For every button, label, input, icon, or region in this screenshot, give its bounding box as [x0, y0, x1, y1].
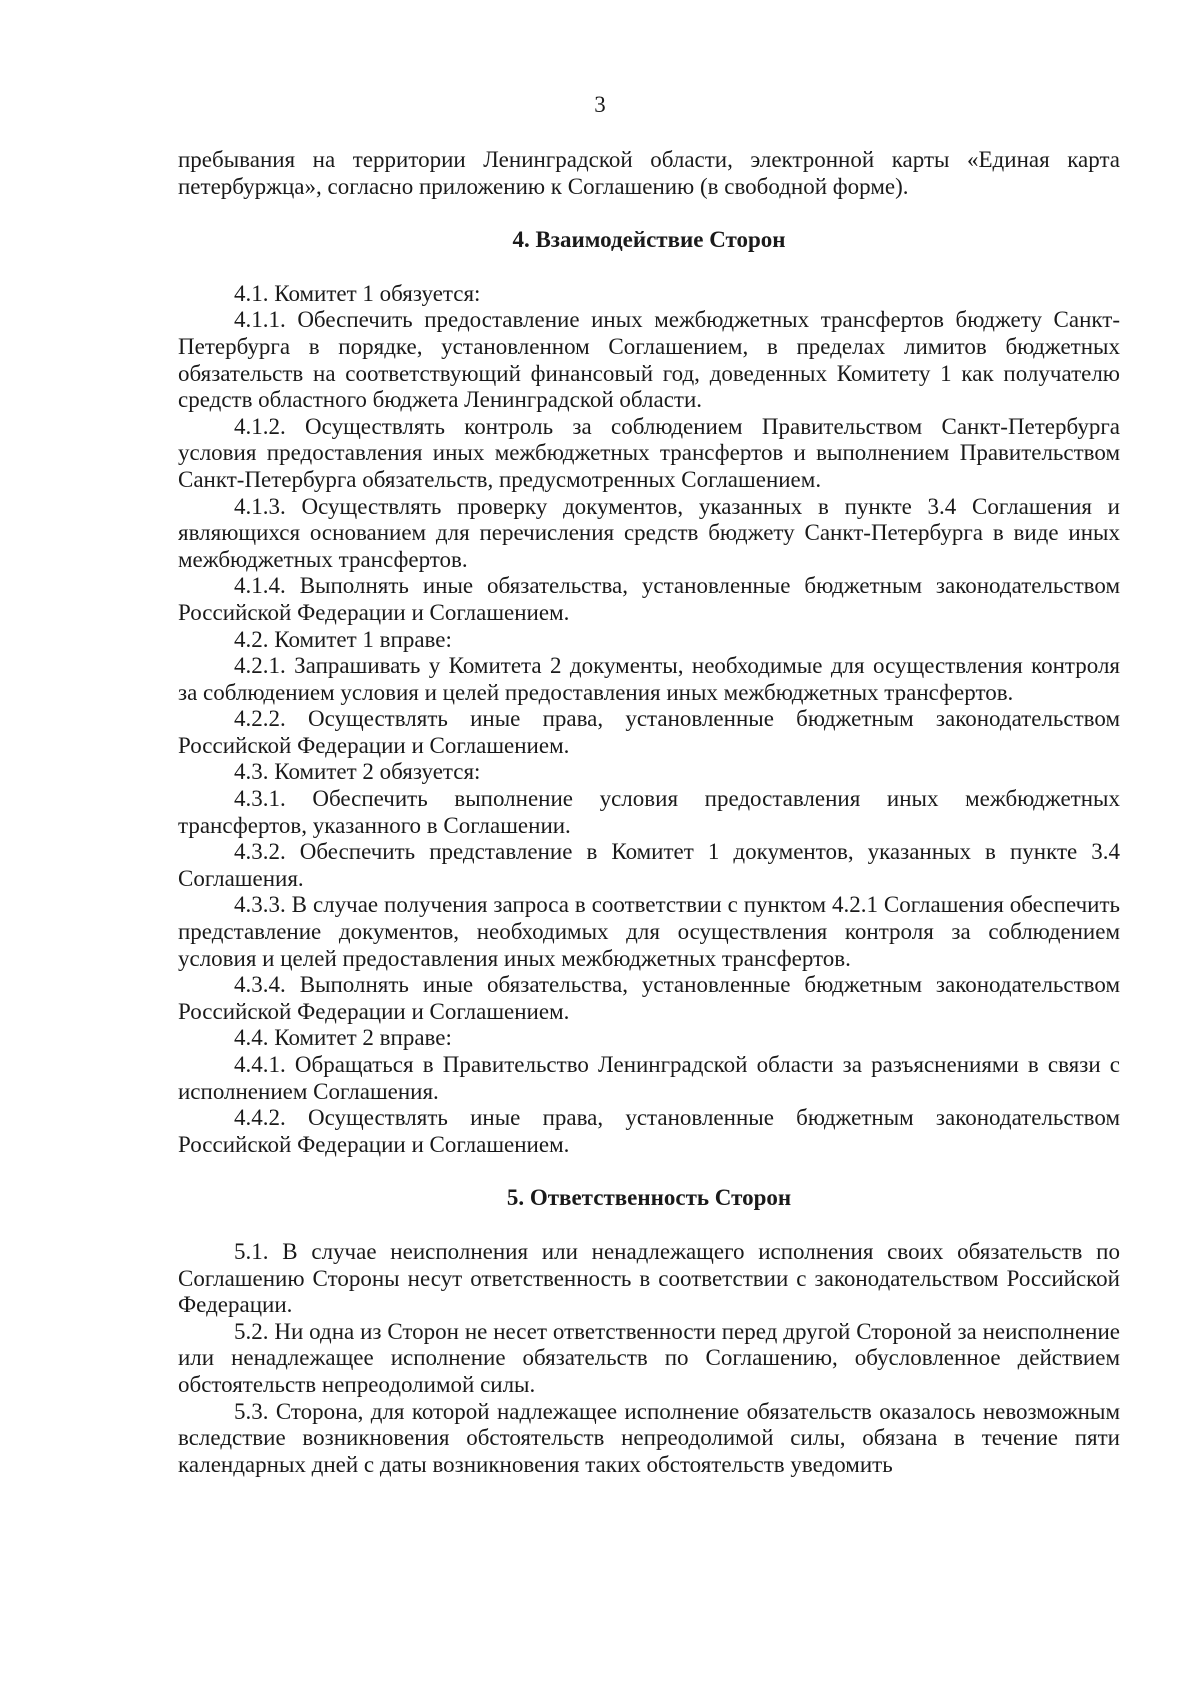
clause-4-4: 4.4. Комитет 2 вправе:: [234, 1025, 452, 1051]
clause-5-3: 5.3. Сторона, для которой надлежащее исполнение обязательств оказалось невозможным вследствие возникновения обстоятельств непреодолимой силы, обязана в течение пяти календарных дней с даты возникновения таких обстоятельств уведомить: [178, 1398, 1120, 1477]
page-number: 3: [594, 92, 606, 117]
clause-4-3-1: 4.3.1. Обеспечить выполнение условия предоставления иных межбюджетных трансфертов, указанного в Соглашении.: [178, 786, 1120, 838]
section-5-title: 5. Ответственность Сторон: [506, 1185, 792, 1211]
clause-4-1-4: 4.1.4. Выполнять иные обязательства, установленные бюджетным законодательством Российской Федерации и Соглашением.: [178, 573, 1120, 625]
clause-4-3-4: 4.3.4. Выполнять иные обязательства, установленные бюджетным законодательством Российской Федерации и Соглашением.: [178, 972, 1120, 1024]
clause-4-1-2: 4.1.2. Осуществлять контроль за соблюдением Правительством Санкт-Петербурга условия предоставления иных межбюджетных трансфертов и выполнением Правительством Санкт-Петербурга обязательств, предусмотренных Соглашением.: [178, 413, 1120, 492]
clause-4-1-1: 4.1.1. Обеспечить предоставление иных межбюджетных трансфертов бюджету Санкт-Петербурга в порядке, установленном Соглашением, в пределах лимитов бюджетных обязательств на соответствующий финансовый год, доведенных Комитету 1 как получателю средств областного бюджета Ленинградской области.: [178, 307, 1120, 413]
clause-4-2-1: 4.2.1. Запрашивать у Комитета 2 документы, необходимые для осуществления контроля за соблюдением условия и целей предоставления иных межбюджетных трансфертов.: [178, 653, 1120, 705]
clause-5-1: 5.1. В случае неисполнения или ненадлежащего исполнения своих обязательств по Соглашению Стороны несут ответственность в соответствии с законодательством Российской Федерации.: [178, 1238, 1120, 1318]
clause-4-1-3: 4.1.3. Осуществлять проверку документов, указанных в пункте 3.4 Соглашения и являющихся основанием для перечисления средств бюджету Санкт-Петербурга в виде иных межбюджетных трансфертов.: [178, 493, 1120, 572]
clause-4-3-3: 4.3.3. В случае получения запроса в соответствии с пунктом 4.2.1 Соглашения обеспечить представление документов, необходимых для осуществления контроля за соблюдением условия и целей предоставления иных межбюджетных трансфертов.: [178, 892, 1120, 971]
spacer: [178, 254, 1120, 281]
document-body: [178, 147, 1120, 1478]
spacer: [178, 1158, 1120, 1185]
spacer: [178, 200, 1120, 227]
intro-paragraph: пребывания на территории Ленинградской области, электронной карты «Единая карта петербуржца», согласно приложению к Соглашению (в свободной форме).: [178, 147, 1120, 199]
section-4-title: 4. Взаимодействие Сторон: [512, 227, 786, 253]
clause-4-2-2: 4.2.2. Осуществлять иные права, установленные бюджетным законодательством Российской Федерации и Соглашением.: [178, 706, 1120, 758]
clause-5-2: 5.2. Ни одна из Сторон не несет ответственности перед другой Стороной за неисполнение или ненадлежащее исполнение обязательств по Соглашению, обусловленное действием обстоятельств непреодолимой силы.: [178, 1318, 1120, 1397]
clause-4-4-1: 4.4.1. Обращаться в Правительство Ленинградской области за разъяснениями в связи с исполнением Соглашения.: [178, 1052, 1120, 1104]
clause-4-4-2: 4.4.2. Осуществлять иные права, установленные бюджетным законодательством Российской Федерации и Соглашением.: [178, 1105, 1120, 1157]
clause-4-1: 4.1. Комитет 1 обязуется:: [234, 280, 481, 306]
clause-4-3-2: 4.3.2. Обеспечить представление в Комитет 1 документов, указанных в пункте 3.4 Соглашения.: [178, 839, 1120, 891]
clause-4-3: 4.3. Комитет 2 обязуется:: [234, 759, 481, 785]
clause-4-2: 4.2. Комитет 1 вправе:: [234, 626, 452, 652]
spacer: [178, 1212, 1120, 1239]
